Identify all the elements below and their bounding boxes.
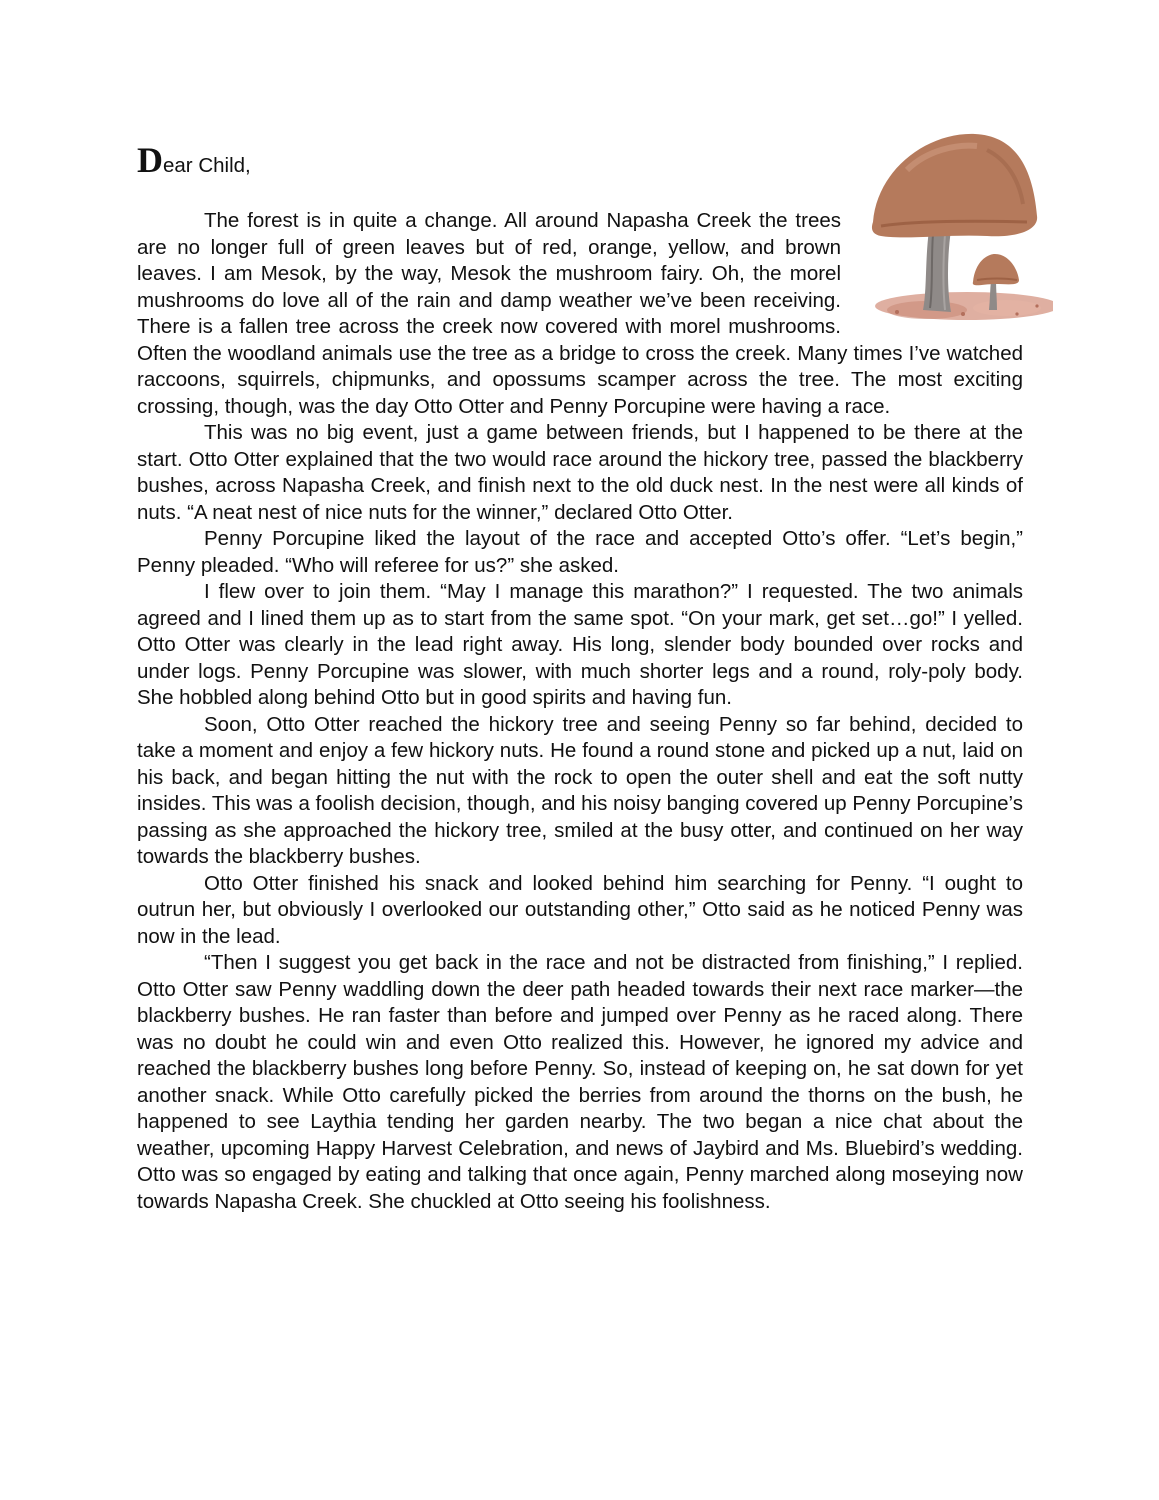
mushroom-illustration-icon <box>867 130 1053 330</box>
paragraph: Penny Porcupine liked the layout of the race and accepted Otto’s offer. “Let’s begin,” Penny pleaded. “Who will referee for us?” she asked. <box>137 527 1023 577</box>
paragraph: I flew over to join them. “May I manage this marathon?” I requested. The two animals agreed and I lined them up as to start from the same spot. “On your mark, get set…go!” I yelled. Otto Otter was clearly in the lead right away. His long, slender body bounded over rocks and under logs. Penny Porcupine was slower, with much shorter legs and a round, roly-poly body. She hobbled along behind Otto but in good spirits and having fun. <box>137 580 1023 709</box>
paragraph: The forest is in quite a change. All around Napasha Creek the trees are no longer full of green leaves but of red, orange, yellow, and brown leaves. I am Mesok, by the way, Mesok the mushroom fairy. Oh, the morel mushrooms do love all of the rain and damp weather we’ve been receiving. There is a fallen tree across the creek now covered with morel mushrooms. Often the woodland animals use the tree as a bridge to cross the creek. Many times I’ve watched raccoons, squirrels, chipmunks, and opossums scamper across the tree. The most exciting crossing, though, was the day Otto Otter and Penny Porcupine were having a race. <box>137 209 1023 418</box>
salutation-initial: D <box>137 140 163 180</box>
paragraph: Soon, Otto Otter reached the hickory tree and seeing Penny so far behind, decided to take a moment and enjoy a few hickory nuts. He found a round stone and picked up a nut, laid on his back, and began hitting the nut with the rock to open the outer shell and eat the soft nutty insides. This was a foolish decision, though, and his noisy banging covered up Penny Porcupine’s passing as she approached the hickory tree, smiled at the busy otter, and continued on her way towards the blackberry bushes. <box>137 712 1023 868</box>
letter-body <box>137 142 1023 1215</box>
paragraph: This was no big event, just a game between friends, but I happened to be there at the start. Otto Otter explained that the two would race around the hickory tree, passed the blackberry bushes, across Napasha Creek, and finish next to the old duck nest. In the nest were all kinds of nuts. “A neat nest of nice nuts for the winner,” declared Otto Otter. <box>137 421 1023 524</box>
salutation-text: ear Child, <box>163 154 251 177</box>
paragraph: Otto Otter finished his snack and looked behind him searching for Penny. “I ought to outrun her, but obviously I overlooked our outstanding other,” Otto said as he noticed Penny was now in the lead. <box>137 871 1023 948</box>
paragraph: “Then I suggest you get back in the race and not be distracted from finishing,” I replied. Otto Otter saw Penny waddling down the deer path headed towards their next race marker—the blackberry bushes. He ran faster than before and jumped over Penny as he raced along. There was no doubt he could win and even Otto realized this. However, he ignored my advice and reached the blackberry bushes long before Penny. So, instead of keeping on, he sat down for yet another snack. While Otto carefully picked the berries from around the thorns on the bush, he happened to see Laythia tending her garden nearby. The two began a nice chat about the weather, upcoming Happy Harvest Celebration, and news of Jaybird and Ms. Bluebird’s wedding. Otto was so engaged by eating and talking that once again, Penny marched along moseying now towards Napasha Creek. She chuckled at Otto seeing his foolishness. <box>137 951 1023 1213</box>
